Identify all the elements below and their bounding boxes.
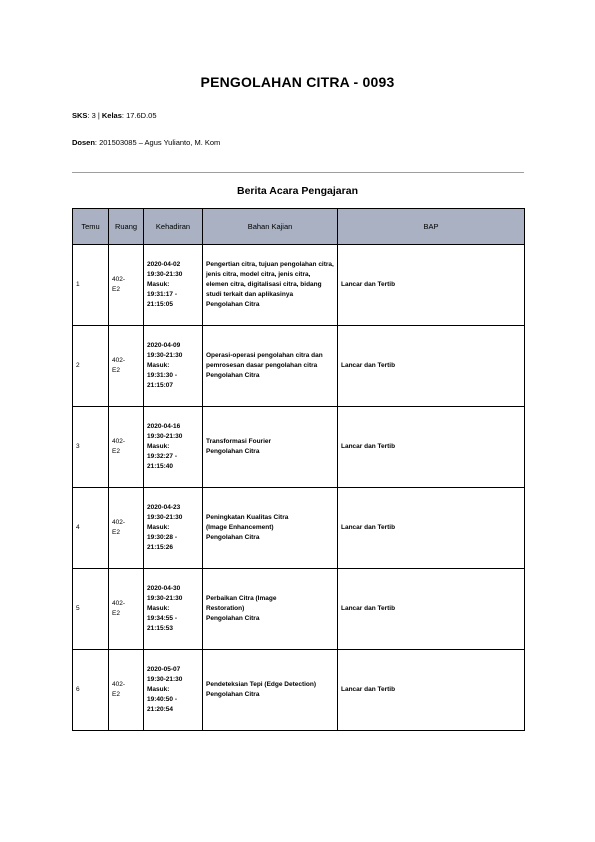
page-title: PENGOLAHAN CITRA - 0093 — [200, 74, 395, 90]
cell-temu: 1 — [73, 245, 109, 326]
cell-kehadiran-text: 2020-04-02 19:30-21:30 Masuk: 19:31:17 - 21:15:05 — [147, 261, 183, 308]
table-header-row — [73, 209, 525, 245]
cell-bahan-kajian — [203, 488, 338, 569]
table-row — [73, 326, 525, 407]
cell-ruang — [109, 569, 144, 650]
table-row — [73, 488, 525, 569]
cell-ruang-text: 402- E2 — [112, 357, 126, 374]
cell-ruang — [109, 407, 144, 488]
header-temu: Temu — [73, 209, 109, 245]
table-row — [73, 569, 525, 650]
cell-kehadiran — [144, 488, 203, 569]
cell-bap: Lancar dan Tertib — [338, 569, 525, 650]
cell-ruang-text: 402- E2 — [112, 276, 126, 293]
cell-kehadiran-text: 2020-04-09 19:30-21:30 Masuk: 19:31:30 - 21:15:07 — [147, 342, 183, 389]
cell-ruang — [109, 245, 144, 326]
course-info-line — [72, 111, 157, 120]
cell-kehadiran — [144, 407, 203, 488]
cell-temu: 4 — [73, 488, 109, 569]
sks-value: : 3 | — [87, 111, 102, 120]
header-ruang: Ruang — [109, 209, 144, 245]
header-kehadiran: Kehadiran — [144, 209, 203, 245]
dosen-label: Dosen — [72, 138, 95, 147]
cell-ruang — [109, 650, 144, 731]
header-bahan-kajian: Bahan Kajian — [203, 209, 338, 245]
dosen-value: : 201503085 – Agus Yulianto, M. Kom — [94, 138, 221, 147]
table-row — [73, 650, 525, 731]
sks-label: SKS — [72, 111, 88, 120]
cell-bap: Lancar dan Tertib — [338, 407, 525, 488]
cell-temu: 2 — [73, 326, 109, 407]
cell-bap: Lancar dan Tertib — [338, 326, 525, 407]
cell-ruang — [109, 326, 144, 407]
cell-bahan-kajian-text: Pengertian citra, tujuan pengolahan citra, jenis citra, model citra, jenis citra, elemen citra, digitalisasi citra, bidang studi terkait dan aplikasinya Pengolahan Citra — [206, 261, 334, 308]
cell-kehadiran — [144, 569, 203, 650]
cell-bahan-kajian — [203, 650, 338, 731]
kelas-label: Kelas — [101, 111, 122, 120]
lecturer-info-line — [72, 138, 220, 147]
cell-kehadiran-text: 2020-04-16 19:30-21:30 Masuk: 19:32:27 - 21:15:40 — [147, 423, 183, 470]
table-row — [73, 407, 525, 488]
kelas-value: : 17.6D.05 — [121, 111, 157, 120]
cell-bahan-kajian — [203, 245, 338, 326]
cell-kehadiran-text: 2020-04-30 19:30-21:30 Masuk: 19:34:55 - 21:15:53 — [147, 585, 183, 632]
cell-kehadiran — [144, 245, 203, 326]
cell-temu: 6 — [73, 650, 109, 731]
cell-bahan-kajian-text: Perbaikan Citra (Image Restoration) Pengolahan Citra — [206, 595, 277, 622]
cell-kehadiran-text: 2020-04-23 19:30-21:30 Masuk: 19:30:28 - 21:15:26 — [147, 504, 183, 551]
cell-bahan-kajian-text: Peningkatan Kualitas Citra (Image Enhancement) Pengolahan Citra — [206, 514, 289, 541]
cell-bap: Lancar dan Tertib — [338, 245, 525, 326]
cell-bahan-kajian-text: Operasi-operasi pengolahan citra dan pemrosesan dasar pengolahan citra Pengolahan Citra — [206, 352, 323, 379]
section-divider — [72, 172, 524, 173]
cell-bahan-kajian-text: Pendeteksian Tepi (Edge Detection) Pengolahan Citra — [206, 681, 317, 698]
section-title: Berita Acara Pengajaran — [236, 185, 358, 197]
cell-ruang-text: 402- E2 — [112, 600, 126, 617]
header-bap: BAP — [338, 209, 525, 245]
cell-bap: Lancar dan Tertib — [338, 488, 525, 569]
cell-temu: 3 — [73, 407, 109, 488]
cell-kehadiran — [144, 326, 203, 407]
cell-bahan-kajian — [203, 326, 338, 407]
cell-ruang — [109, 488, 144, 569]
cell-kehadiran — [144, 650, 203, 731]
teaching-record-table — [72, 208, 525, 731]
cell-ruang-text: 402- E2 — [112, 519, 126, 536]
cell-ruang-text: 402- E2 — [112, 681, 126, 698]
table-row — [73, 245, 525, 326]
cell-bap: Lancar dan Tertib — [338, 650, 525, 731]
cell-bahan-kajian — [203, 569, 338, 650]
cell-temu: 5 — [73, 569, 109, 650]
cell-ruang-text: 402- E2 — [112, 438, 126, 455]
cell-bahan-kajian-text: Transformasi Fourier Pengolahan Citra — [206, 438, 272, 455]
cell-kehadiran-text: 2020-05-07 19:30-21:30 Masuk: 19:40:50 - 21:20:54 — [147, 666, 183, 713]
cell-bahan-kajian — [203, 407, 338, 488]
